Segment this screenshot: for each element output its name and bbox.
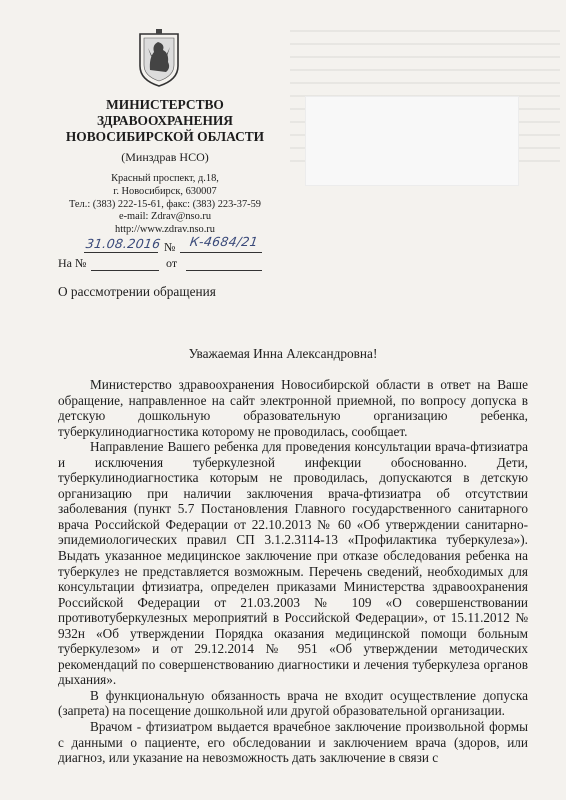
letter-subject: О рассмотрении обращения	[58, 284, 216, 299]
from-blank	[186, 270, 262, 271]
address-street: Красный проспект, д.18,	[111, 173, 219, 184]
redacted-recipient-block	[305, 96, 519, 186]
org-name-line2: ЗДРАВООХРАНЕНИЯ	[97, 113, 233, 128]
paragraph: Направление Вашего ребенка для проведения консультации врача-фтизиатра и исключения туберкулезной инфекции обоснованно. Дети, туберкулинодиагностика которым не проводилась, допускаются в детскую организацию при наличии заключения врача-фтизиатра об отсутствии заболевания (пункт 5.7 Постановления Главного государственного санитарного врача Российской Федерации от 22.10.2013 № 60 «Об утверждении санитарно-эпидемиологических правил СП 3.1.2.3114-13 «Профилактика туберкулеза»). Выдать указанное медицинское заключение при отказе обследования ребенка на туберкулез не представляется возможным. Перечень сведений, необходимых для консультации фтизиатра, определен приказами Министерства здравоохранения Российской Федерации от 21.03.2003 № 109 «О совершенствовании противотуберкулезных мероприятий в Российской Федерации», от 15.11.2012 № 932н «Об утверждении Порядка оказания медицинской помощи больным туберкулезом» и от 29.12.2014 № 951 «Об утверждении методических рекомендаций по совершенствованию диагностики и лечения туберкулеза органов дыхания».	[58, 439, 528, 688]
date-underline	[84, 252, 158, 253]
org-name-line3: НОВОСИБИРСКОЙ ОБЛАСТИ	[65, 129, 265, 144]
letter-body	[58, 377, 528, 766]
website: http://www.zdrav.nso.ru	[115, 224, 215, 236]
phone-fax: Тел.: (383) 222-15-61, факс: (383) 223-37-59	[68, 198, 262, 210]
salutation: Уважаемая Инна Александровна!	[188, 346, 378, 361]
org-name	[50, 97, 280, 145]
in-reply-blank	[91, 270, 159, 271]
org-abbreviation: (Минздрав НСО)	[121, 150, 209, 164]
paragraph: Врачом - фтизиатром выдается врачебное заключение произвольной формы с данными о пациенте, его обследовании и заключением врача (здоров, или диагноз, или указание на невозможность дать заключение в связи с	[58, 719, 528, 766]
paragraph: Министерство здравоохранения Новосибирской области в ответ на Ваше обращение, направленное на сайт электронной приемной, по вопросу допуска в детскую дошкольную образовательную организацию ребенка, туберкулинодиагностика которому не проводилась, сообщает.	[58, 377, 528, 439]
coat-of-arms-icon	[136, 28, 182, 88]
handwritten-reg-number: К-4684/21	[188, 234, 260, 249]
reg-number-underline	[180, 252, 262, 253]
paragraph: В функциональную обязанность врача не входит осуществление допуска (запрета) на посещение дошкольной или другой образовательной организации.	[58, 687, 528, 719]
number-sign: №	[164, 240, 176, 254]
email: e-mail: Zdrav@nso.ru	[118, 211, 212, 223]
org-name-line1: МИНИСТЕРСТВО	[106, 97, 224, 112]
handwritten-date: 31.08.2016	[84, 236, 162, 251]
in-reply-label: На №	[58, 256, 87, 270]
address-city: г. Новосибирск, 630007	[113, 185, 217, 197]
org-contacts	[50, 173, 280, 237]
from-label: от	[166, 256, 178, 270]
